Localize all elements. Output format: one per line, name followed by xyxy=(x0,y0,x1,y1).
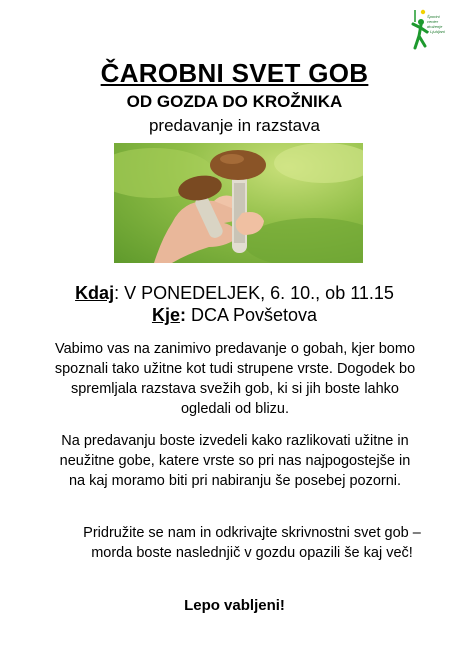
poster-tagline: predavanje in razstava xyxy=(148,116,321,135)
organization-logo xyxy=(409,8,455,52)
hand-holding-mushrooms-photo xyxy=(114,143,363,263)
closing-line: Lepo vabljeni! xyxy=(184,597,285,614)
paragraph-invitation: Pridružite se nam in odkrivajte skrivnostni svet gob – morda boste naslednjič v gozdu opazili še kaj več! xyxy=(83,525,421,561)
paragraph-details: Na predavanju boste izvedeli kako razlikovati užitne in neužitne gobe, katere vrste so pri nas najpogostejše in na kaj moramo biti pri nabiranju še posebej pozorni. xyxy=(59,433,411,489)
where-label: Kje xyxy=(151,305,180,325)
paragraph-intro: Vabimo vas na zanimivo predavanje o gobah, kjer bomo spoznali tako užitne kot tudi strupene vrste. Dogodek bo spremljala razstava svežih gob, ki si jih boste lahko ogledali od blizu. xyxy=(54,341,416,417)
where-value: DCA Povšetova xyxy=(190,305,318,325)
event-when: Kdaj: V PONEDELJEK, 6. 10., ob 11.15 xyxy=(75,283,394,303)
when-value: V PONEDELJEK, 6. 10., ob 11.15 xyxy=(124,283,394,303)
event-where: Kje: DCA Povšetova xyxy=(151,305,318,325)
when-label: Kdaj xyxy=(75,283,115,303)
logo-text: Športni center druženje v Ljubljani xyxy=(427,14,445,34)
poster-title: ČAROBNI SVET GOB xyxy=(100,58,369,88)
poster-subtitle: OD GOZDA DO KROŽNIKA xyxy=(126,92,343,111)
